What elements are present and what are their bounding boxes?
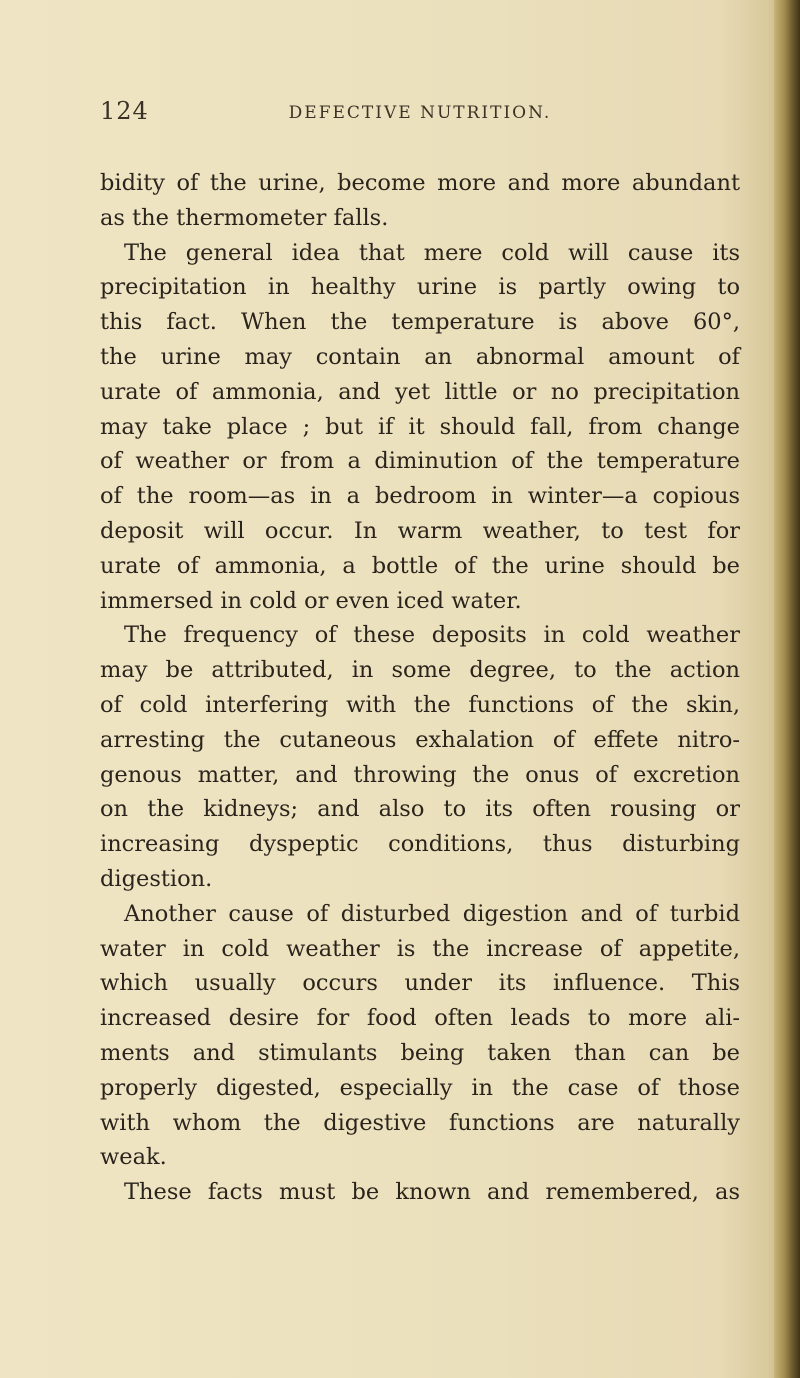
text-line: the urine may contain an abnormal amount of bbox=[100, 343, 740, 370]
text-line: as the thermometer falls. bbox=[100, 204, 389, 231]
text-line: on the kidneys; and also to its often rousing or bbox=[100, 796, 740, 823]
text-line: which usually occurs under its influence. This bbox=[100, 970, 740, 997]
text-line: properly digested, especially in the case of those bbox=[100, 1074, 740, 1101]
text-line: immersed in cold or even iced water. bbox=[100, 587, 522, 614]
text-line: arresting the cutaneous exhalation of effete nitro- bbox=[100, 726, 740, 753]
running-head: DEFECTIVE NUTRITION. bbox=[288, 103, 552, 123]
text-line: deposit will occur. In warm weather, to test for bbox=[100, 517, 740, 544]
text-line: ments and stimulants being taken than can be bbox=[100, 1039, 740, 1066]
text-line: may take place ; but if it should fall, from change bbox=[100, 413, 740, 440]
text-line: The general idea that mere cold will cause its bbox=[124, 239, 740, 266]
text-line: precipitation in healthy urine is partly owing to bbox=[100, 274, 740, 301]
text-line: urate of ammonia, and yet little or no precipitation bbox=[100, 378, 740, 405]
text-line: Another cause of disturbed digestion and of turbid bbox=[124, 900, 740, 927]
text-line: of weather or from a diminution of the temperature bbox=[100, 448, 740, 475]
page-number: 124 bbox=[100, 97, 149, 125]
text-line: may be attributed, in some degree, to the action bbox=[100, 657, 740, 684]
text-line: urate of ammonia, a bottle of the urine should be bbox=[100, 552, 740, 579]
text-line: increasing dyspeptic conditions, thus disturbing bbox=[100, 831, 740, 858]
text-line: digestion. bbox=[100, 865, 213, 892]
text-line: genous matter, and throwing the onus of excretion bbox=[100, 761, 740, 788]
text-line: of cold interfering with the functions of the skin, bbox=[100, 691, 740, 718]
text-line: The frequency of these deposits in cold weather bbox=[124, 622, 740, 649]
text-line: of the room—as in a bedroom in winter—a copious bbox=[100, 483, 740, 510]
page-edge-shadow bbox=[774, 0, 800, 1378]
text-line: with whom the digestive functions are naturally bbox=[100, 1109, 740, 1136]
page-header bbox=[100, 97, 740, 137]
body-text bbox=[100, 166, 740, 1210]
text-line: weak. bbox=[100, 1144, 167, 1171]
text-line: bidity of the urine, become more and more abundant bbox=[100, 170, 740, 196]
text-line: increased desire for food often leads to more ali- bbox=[100, 1005, 740, 1032]
text-line: this fact. When the temperature is above 60°, bbox=[100, 309, 740, 336]
text-line: These facts must be known and remembered, as bbox=[124, 1179, 740, 1206]
text-line: water in cold weather is the increase of appetite, bbox=[100, 935, 740, 962]
